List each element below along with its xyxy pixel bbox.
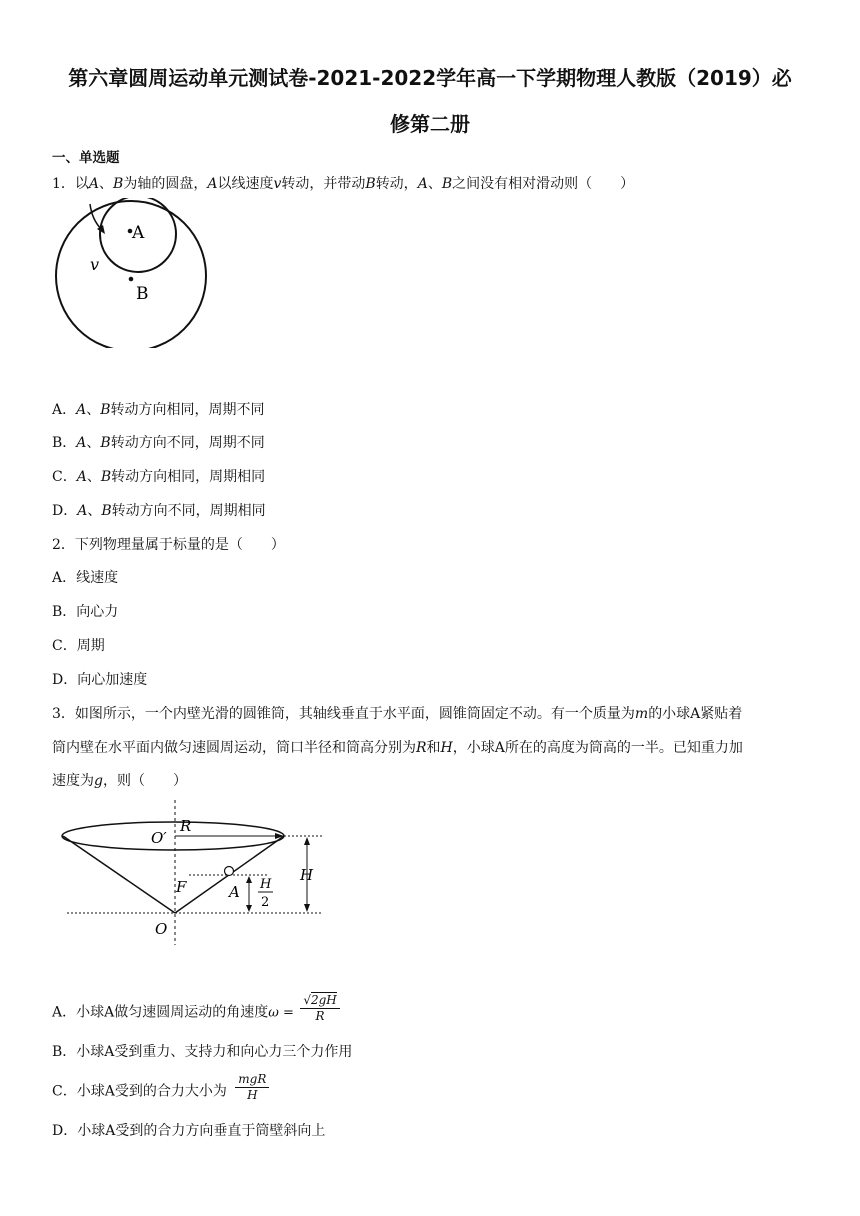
question-3-line-1 [52, 703, 742, 723]
option-var-a: A [76, 435, 87, 451]
label-o-prime: O′ [151, 829, 167, 847]
q3-option-d[interactable]: D．小球A受到的合力方向垂直于筒壁斜向上 [52, 1123, 326, 1139]
question-3-line-3 [52, 770, 187, 790]
q1-option-d[interactable] [52, 500, 266, 520]
option-sep: 、 [87, 503, 102, 519]
height-arrowhead-top [304, 837, 310, 845]
label-f: F [176, 878, 187, 896]
option-key: B． [52, 435, 77, 451]
option-sep: 、 [86, 435, 101, 451]
option-text: C．小球A受到的合力大小为 [52, 1083, 227, 1100]
fraction-denominator: R [315, 1009, 325, 1023]
fraction-numerator: mgR [235, 1072, 269, 1088]
big-disk [56, 201, 206, 348]
q1-var-b: B [365, 176, 376, 192]
q1-text: 为轴的圆盘， [123, 176, 208, 192]
q1-var-v: v [273, 176, 282, 192]
ball-a [225, 867, 234, 876]
option-var-a: A [76, 469, 87, 485]
label-a: A [229, 883, 240, 901]
option-text: 转动方向相同，周期不同 [110, 402, 265, 418]
q1-figure-disks [50, 198, 220, 348]
sqrt-radicand: 2gH [310, 993, 337, 1007]
q3-var-g: g [94, 773, 103, 789]
q3-option-c[interactable] [52, 1072, 269, 1107]
fraction-denominator: H [247, 1088, 258, 1102]
q3-text: 速度为 [52, 773, 94, 789]
q3-figure-cone [55, 800, 335, 950]
q1-option-b[interactable] [52, 432, 265, 452]
option-sep: 、 [86, 402, 101, 418]
q1-sep: 、 [99, 176, 114, 192]
q3-var-h: H [440, 740, 453, 756]
q3-var-r: R [416, 740, 427, 756]
q3-option-b[interactable]: B．小球A受到重力、支持力和向心力三个力作用 [52, 1044, 353, 1060]
half-height-arrowhead-top [246, 876, 252, 883]
q3-option-a[interactable] [52, 993, 340, 1028]
center-b-dot [129, 277, 134, 282]
q1-prefix: 1．以 [52, 176, 89, 192]
option-key: D． [52, 503, 78, 519]
question-2-stem: 2．下列物理量属于标量的是（ ） [52, 537, 285, 553]
label-r: R [180, 817, 192, 835]
label-h: H [300, 866, 314, 884]
option-text: 转动方向不同，周期相同 [111, 503, 266, 519]
q1-sep: 、 [427, 176, 442, 192]
q1-option-c[interactable] [52, 466, 265, 486]
option-key: A． [52, 402, 77, 418]
label-o: O [155, 920, 168, 938]
q2-option-c[interactable]: C．周期 [52, 638, 105, 654]
option-sep: 、 [86, 469, 101, 485]
option-var-b: B [100, 469, 112, 485]
question-1-stem [52, 173, 634, 193]
q3-text: 和 [426, 740, 441, 756]
half-height-arrowhead-bottom [246, 905, 252, 912]
option-var-b: B [100, 435, 111, 451]
section-heading: 一、单选题 [52, 150, 120, 166]
fraction-numerator [300, 993, 339, 1009]
height-arrowhead-bottom [304, 904, 310, 912]
q1-text: 之间没有相对滑动则（ ） [452, 176, 635, 192]
q2-option-b[interactable]: B．向心力 [52, 604, 119, 620]
question-3-line-2 [52, 737, 743, 757]
q1-var-b: B [441, 176, 453, 192]
option-var-b: B [100, 402, 111, 418]
q1-var-b: B [113, 176, 124, 192]
q3-var-m: m [634, 706, 649, 722]
q1-option-a[interactable] [52, 399, 265, 419]
q1-var-a: A [417, 176, 428, 192]
option-key: C． [52, 469, 77, 485]
label-h2-denominator: 2 [261, 895, 270, 910]
omega-symbol: ω = [268, 1005, 294, 1021]
option-var-b: B [101, 503, 112, 519]
label-h2-numerator: H [260, 877, 272, 892]
q2-option-a[interactable]: A．线速度 [52, 570, 119, 586]
label-a: A [132, 223, 145, 243]
option-var-a: A [76, 402, 87, 418]
sqrt-symbol: √ [303, 993, 311, 1007]
q3-text: 筒内壁在水平面内做匀速圆周运动，筒口半径和筒高分别为 [52, 740, 416, 756]
q1-text: 转动，并带动 [281, 176, 366, 192]
q1-var-a: A [207, 176, 218, 192]
page-title: 第六章圆周运动单元测试卷-2021-2022学年高一下学期物理人教版（2019）必 [68, 66, 792, 90]
force-fraction [235, 1072, 269, 1103]
omega-fraction [300, 993, 339, 1024]
option-text: 转动方向不同，周期不同 [110, 435, 265, 451]
q3-text: ，小球A所在的高度为筒高的一半。已知重力加 [452, 740, 743, 756]
page-title-continued: 修第二册 [390, 112, 470, 136]
option-text: A．小球A做匀速圆周运动的角速度 [52, 1004, 269, 1021]
q3-text: 3．如图所示，一个内壁光滑的圆锥筒，其轴线垂直于水平面，圆锥筒固定不动。有一个质量为 [52, 706, 635, 722]
q2-option-d[interactable]: D．向心加速度 [52, 672, 148, 688]
option-text: 转动方向相同，周期相同 [111, 469, 266, 485]
label-v: v [90, 255, 100, 274]
q1-text: 以线速度 [217, 176, 274, 192]
option-var-a: A [77, 503, 88, 519]
q1-var-a: A [88, 176, 100, 192]
label-b: B [136, 284, 149, 304]
q3-text: ，则（ ） [102, 773, 187, 789]
q1-text: 转动， [375, 176, 418, 192]
q3-text: 的小球A紧贴着 [648, 706, 743, 722]
